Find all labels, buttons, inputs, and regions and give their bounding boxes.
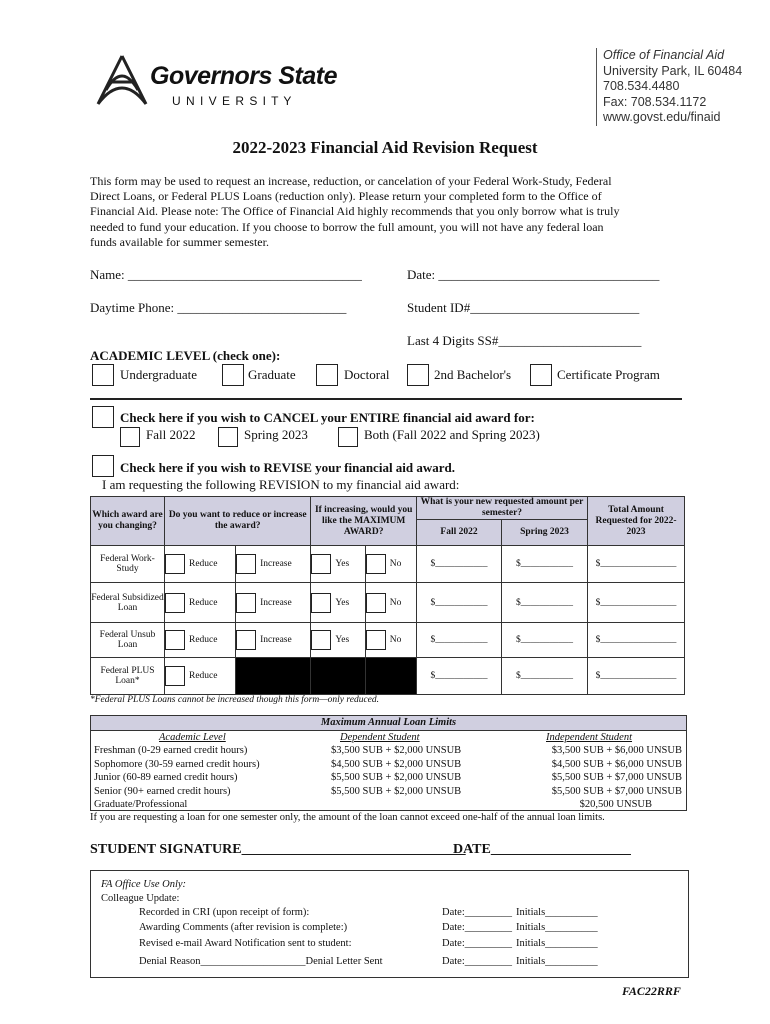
- office-item: Revised e-mail Award Notification sent to student:: [139, 938, 352, 949]
- second-bachelors-checkbox[interactable]: [407, 364, 429, 386]
- office-line: www.govst.edu/finaid: [603, 110, 721, 124]
- second-bachelors-label: 2nd Bachelor's: [434, 367, 512, 382]
- yes-label: Yes: [335, 635, 350, 646]
- no-checkbox[interactable]: [366, 554, 386, 574]
- divider: [90, 398, 682, 400]
- office-item-date[interactable]: Date:_________: [442, 922, 512, 933]
- col-dependent: Dependent Student: [340, 732, 420, 743]
- header-max: If increasing, would you like the MAXIMUM AWARD?: [311, 497, 417, 546]
- office-item-date[interactable]: Date:_________: [442, 907, 512, 918]
- page-title: 2022-2023 Financial Aid Revision Request: [232, 138, 538, 157]
- intro-paragraph: [90, 174, 619, 250]
- fall-amount[interactable]: $___________: [417, 623, 502, 658]
- award-name: Federal Subsidized Loan: [91, 583, 165, 623]
- header-spring: Spring 2023: [502, 520, 588, 546]
- revise-sub: I am requesting the following REVISION to my financial aid award:: [102, 477, 460, 492]
- fall-amount[interactable]: $___________: [417, 583, 502, 623]
- yes-label: Yes: [335, 559, 350, 570]
- table-row: [91, 546, 685, 583]
- office-line: Office of Financial Aid: [603, 48, 725, 62]
- limit-independent: $5,500 SUB + $7,000 UNSUB: [551, 785, 682, 797]
- reduce-label: Reduce: [189, 597, 218, 608]
- office-item-initials[interactable]: Initials__________: [516, 956, 598, 967]
- limits-level-column: [94, 744, 260, 812]
- reduce-label: Reduce: [189, 559, 218, 570]
- no-label: No: [389, 635, 402, 646]
- reduce-label: Reduce: [189, 635, 218, 646]
- office-item: Awarding Comments (after revision is complete:): [139, 922, 348, 933]
- table-footnote: *Federal PLUS Loans cannot be increased though this form—only reduced.: [90, 695, 380, 705]
- table-row: [91, 658, 685, 695]
- office-item: Recorded in CRI (upon receipt of form):: [139, 907, 310, 918]
- no-checkbox[interactable]: [366, 630, 386, 650]
- gsu-logo-icon: [92, 52, 152, 108]
- academic-heading: ACADEMIC LEVEL (check one):: [90, 348, 281, 363]
- header-total: Total Amount Requested for 2022-2023: [588, 497, 685, 546]
- office-item-date[interactable]: Date:_________: [442, 956, 512, 967]
- name-field[interactable]: Name: ____________________________________: [90, 267, 362, 282]
- increase-label: Increase: [260, 559, 292, 570]
- header-which: Which award are you changing?: [91, 497, 165, 546]
- no-label: No: [389, 597, 402, 608]
- limits-independent-column: [552, 744, 682, 812]
- header-requested: What is your new requested amount per semester?: [417, 497, 588, 520]
- cancel-fall-checkbox[interactable]: [120, 427, 140, 447]
- reduce-checkbox[interactable]: [165, 554, 185, 574]
- increase-label: Increase: [260, 635, 292, 646]
- yes-checkbox[interactable]: [311, 630, 331, 650]
- reduce-checkbox[interactable]: [165, 666, 185, 686]
- ssn-field[interactable]: Last 4 Digits SS#______________________: [407, 333, 642, 348]
- cancel-text: Check here if you wish to CANCEL your ENTIRE financial aid award for:: [120, 410, 535, 425]
- signature-date-field[interactable]: DATE____________________: [453, 842, 631, 857]
- limits-title: Maximum Annual Loan Limits: [91, 716, 686, 731]
- limit-level: Sophomore (30-59 earned credit hours): [94, 758, 260, 770]
- intro-line: This form may be used to request an increase, reduction, or cancelation of your Federal Work-Study, Federal: [90, 174, 612, 188]
- office-item-initials[interactable]: Initials__________: [516, 907, 598, 918]
- total-amount[interactable]: $________________: [588, 623, 685, 658]
- blocked-cell: [365, 658, 416, 695]
- limit-dependent: $3,500 SUB + $2,000 UNSUB: [331, 745, 462, 756]
- intro-line: needed to fund your education. If you choose to borrow the full amount, you will not have any federal loan: [90, 219, 604, 234]
- limit-level: Graduate/Professional: [94, 799, 188, 810]
- student-signature-field[interactable]: STUDENT SIGNATURE________________________________: [90, 842, 466, 857]
- doctoral-checkbox[interactable]: [316, 364, 338, 386]
- total-amount[interactable]: $________________: [588, 658, 685, 695]
- office-title: FA Office Use Only:: [101, 879, 187, 890]
- limit-level: Junior (60-89 earned credit hours): [94, 772, 238, 783]
- cancel-checkbox[interactable]: [92, 406, 114, 428]
- award-name: Federal Work-Study: [91, 546, 165, 583]
- fall-amount[interactable]: $___________: [417, 658, 502, 695]
- limit-level: Senior (90+ earned credit hours): [94, 785, 231, 797]
- reduce-label: Reduce: [189, 671, 218, 682]
- header-fall: Fall 2022: [417, 520, 502, 546]
- undergraduate-checkbox[interactable]: [92, 364, 114, 386]
- cancel-fall-label: Fall 2022: [146, 427, 196, 442]
- office-item-initials[interactable]: Initials__________: [516, 938, 598, 949]
- limit-dependent: $5,500 SUB + $2,000 UNSUB: [331, 785, 462, 797]
- intro-line: Direct Loans, or Federal PLUS Loans (reduction only). Please return your completed form to the Office of: [90, 189, 602, 204]
- blocked-cell: [236, 658, 311, 695]
- fall-amount[interactable]: $___________: [417, 546, 502, 583]
- office-use-box: [90, 870, 689, 978]
- limit-independent: $20,500 UNSUB: [579, 799, 652, 810]
- revise-text: Check here if you wish to REVISE your financial aid award.: [120, 460, 456, 475]
- limit-dependent: $4,500 SUB + $2,000 UNSUB: [331, 758, 462, 770]
- certificate-checkbox[interactable]: [530, 364, 552, 386]
- graduate-label: Graduate: [248, 367, 296, 382]
- spring-amount[interactable]: $___________: [502, 546, 588, 583]
- revise-checkbox[interactable]: [92, 455, 114, 477]
- increase-label: Increase: [260, 597, 292, 608]
- phone-field[interactable]: Daytime Phone: __________________________: [90, 300, 347, 315]
- loan-limits-box: [90, 715, 687, 811]
- limit-independent: $3,500 SUB + $6,000 UNSUB: [551, 745, 682, 756]
- form-code: FAC22RRF: [622, 984, 681, 998]
- increase-checkbox[interactable]: [236, 593, 256, 613]
- limit-dependent: $5,500 SUB + $2,000 UNSUB: [331, 772, 462, 783]
- university-name: Governors State: [150, 62, 338, 90]
- cancel-both-checkbox[interactable]: [338, 427, 358, 447]
- total-amount[interactable]: $________________: [588, 583, 685, 623]
- no-label: No: [389, 559, 402, 570]
- doctoral-label: Doctoral: [344, 367, 390, 382]
- limit-level: Freshman (0-29 earned credit hours): [94, 745, 248, 756]
- increase-checkbox[interactable]: [236, 630, 256, 650]
- date-field[interactable]: Date: __________________________________: [407, 267, 660, 282]
- office-item-date[interactable]: Date:_________: [442, 938, 512, 949]
- reduce-checkbox[interactable]: [165, 630, 185, 650]
- col-independent: Independent Student: [546, 732, 633, 743]
- spring-amount[interactable]: $___________: [502, 583, 588, 623]
- intro-line: Financial Aid. Please note: The Office of Financial Aid highly recommends that you only borrow what is truly: [90, 204, 620, 219]
- university-sub: U N I V E R S I T Y: [172, 94, 293, 108]
- award-name: Federal PLUS Loan*: [91, 658, 165, 695]
- intro-line: funds available for summer semester.: [90, 234, 269, 249]
- no-checkbox[interactable]: [366, 593, 386, 613]
- office-item-initials[interactable]: Initials__________: [516, 922, 598, 933]
- revision-table: [90, 496, 685, 695]
- spring-amount[interactable]: $___________: [502, 658, 588, 695]
- yes-checkbox[interactable]: [311, 554, 331, 574]
- limit-independent: $4,500 SUB + $6,000 UNSUB: [551, 758, 682, 770]
- cancel-spring-label: Spring 2023: [244, 427, 308, 442]
- office-line: 708.534.4480: [603, 79, 680, 93]
- spring-amount[interactable]: $___________: [502, 623, 588, 658]
- office-item: Denial Reason____________________Denial Letter Sent: [139, 956, 383, 967]
- certificate-label: Certificate Program: [557, 367, 660, 382]
- cancel-both-label: Both (Fall 2022 and Spring 2023): [364, 427, 540, 442]
- increase-checkbox[interactable]: [236, 554, 256, 574]
- undergraduate-label: Undergraduate: [120, 367, 198, 382]
- office-address: [596, 48, 763, 126]
- reduce-checkbox[interactable]: [165, 593, 185, 613]
- yes-label: Yes: [335, 597, 350, 608]
- award-name: Federal Unsub Loan: [91, 623, 165, 658]
- header-reduce-increase: Do you want to reduce or increase the award?: [165, 497, 311, 546]
- yes-checkbox[interactable]: [311, 593, 331, 613]
- limits-note: If you are requesting a loan for one semester only, the amount of the loan cannot exceed one-half of the annual loan limits.: [90, 812, 605, 823]
- col-academic: Academic Level: [159, 732, 226, 743]
- total-amount[interactable]: $________________: [588, 546, 685, 583]
- office-line: University Park, IL 60484: [603, 63, 743, 78]
- limit-independent: $5,500 SUB + $7,000 UNSUB: [551, 772, 682, 783]
- limits-dependent-column: [331, 744, 461, 798]
- cancel-spring-checkbox[interactable]: [218, 427, 238, 447]
- student-id-field[interactable]: Student ID#__________________________: [407, 300, 640, 315]
- office-subtitle: Colleague Update:: [101, 893, 180, 904]
- table-row: [91, 583, 685, 623]
- graduate-checkbox[interactable]: [222, 364, 244, 386]
- blocked-cell: [311, 658, 365, 695]
- office-line: Fax: 708.534.1172: [603, 94, 707, 109]
- table-row: [91, 623, 685, 658]
